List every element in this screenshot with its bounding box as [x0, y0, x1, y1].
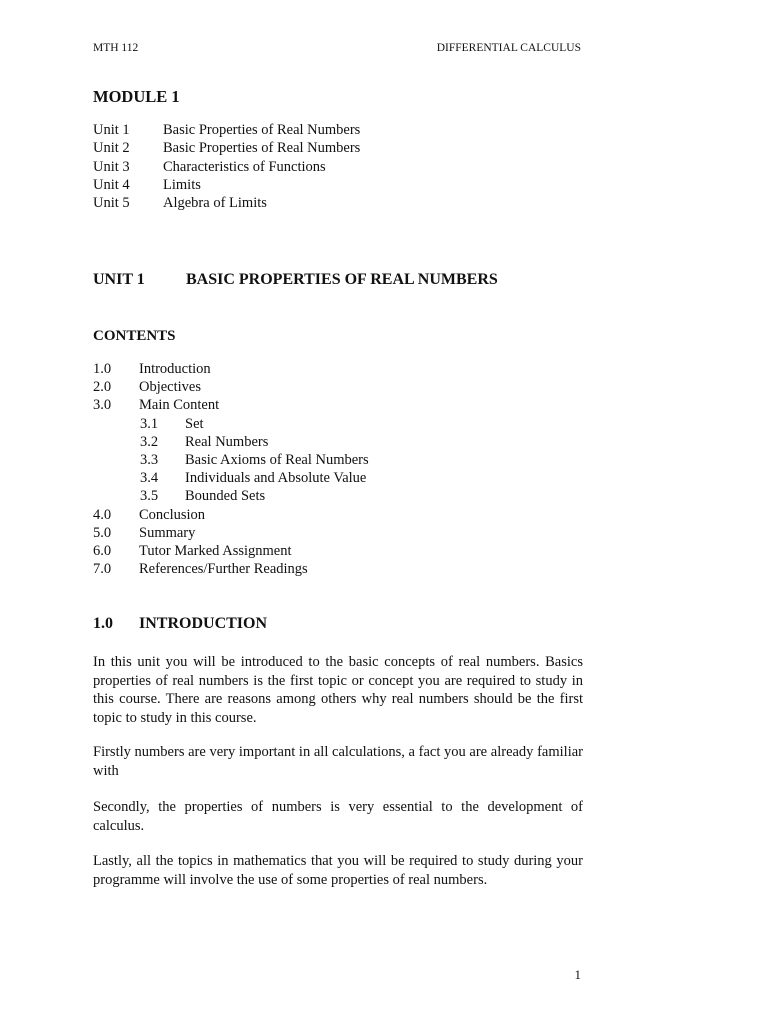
introduction-number: 1.0: [93, 615, 113, 632]
unit-number: Unit 2: [93, 140, 130, 157]
toc-title: Summary: [139, 524, 196, 541]
toc-number: 3.2: [140, 433, 159, 450]
toc-number: 3.0: [93, 397, 112, 414]
toc-number: 3.1: [140, 415, 159, 432]
toc-number: 6.0: [93, 543, 112, 560]
toc-number: 7.0: [93, 561, 112, 578]
unit-list-item: [93, 158, 360, 176]
unit-number: Unit 1: [93, 122, 130, 138]
toc-subitem: [93, 469, 369, 487]
toc-number: 4.0: [93, 506, 112, 523]
toc-number: 3.4: [140, 470, 159, 487]
table-of-contents: [93, 360, 369, 578]
intro-paragraph: Secondly, the properties of numbers is very essential to the development of calculus.: [93, 799, 583, 834]
toc-title: Basic Axioms of Real Numbers: [185, 452, 369, 469]
toc-item: [93, 524, 369, 542]
header-course-title: DIFFERENTIAL CALCULUS: [436, 42, 581, 54]
page-number: 1: [574, 967, 581, 982]
unit-heading-number: UNIT 1: [93, 271, 145, 288]
toc-item: [93, 560, 369, 578]
toc-title: Real Numbers: [185, 433, 269, 450]
toc-title: Set: [185, 415, 204, 432]
toc-subitem: [93, 487, 369, 505]
toc-title: Conclusion: [139, 506, 206, 523]
unit-list-item: [93, 121, 360, 139]
introduction-title: INTRODUCTION: [139, 615, 268, 632]
contents-heading: CONTENTS: [93, 328, 176, 344]
unit-list-item: [93, 176, 360, 194]
toc-title: Individuals and Absolute Value: [185, 470, 367, 487]
toc-title: Introduction: [139, 361, 211, 377]
unit-list-item: [93, 194, 360, 212]
toc-number: 1.0: [93, 361, 112, 377]
toc-item: [93, 396, 369, 414]
unit-title: Algebra of Limits: [163, 195, 267, 212]
toc-title: Objectives: [139, 379, 202, 396]
toc-title: References/Further Readings: [139, 561, 308, 578]
module-title: MODULE 1: [93, 87, 180, 106]
toc-title: Tutor Marked Assignment: [139, 543, 292, 560]
header-course-code: MTH 112: [93, 42, 139, 54]
unit-heading-title: BASIC PROPERTIES OF REAL NUMBERS: [186, 271, 498, 288]
toc-number: 3.3: [140, 452, 159, 469]
unit-title: Basic Properties of Real Numbers: [163, 140, 361, 157]
intro-paragraph: Lastly, all the topics in mathematics that you will be required to study during your programme will involve the use of some properties of real numbers.: [93, 853, 583, 888]
toc-item: [93, 506, 369, 524]
toc-item: [93, 378, 369, 396]
introduction-heading: [93, 615, 267, 633]
intro-paragraph: In this unit you will be introduced to the basic concepts of real numbers. Basics properties of real numbers is the first topic or concept you are required to study in this course. There are reasons among others why real numbers should be the first topic to study in this course.: [93, 654, 583, 726]
toc-number: 3.5: [140, 488, 159, 505]
unit-number: Unit 3: [93, 158, 130, 175]
unit-title: Limits: [163, 176, 201, 193]
toc-subitem: [93, 415, 369, 433]
unit-number: Unit 4: [93, 176, 130, 193]
unit-list-item: [93, 139, 360, 157]
toc-subitem: [93, 451, 369, 469]
unit-number: Unit 5: [93, 195, 130, 212]
unit-heading: [93, 271, 498, 289]
toc-title: Main Content: [139, 397, 220, 414]
toc-title: Bounded Sets: [185, 488, 266, 505]
intro-paragraph: Firstly numbers are very important in all calculations, a fact you are already familiar with: [93, 744, 583, 779]
toc-subitem: [93, 433, 369, 451]
toc-item: [93, 360, 369, 378]
module-unit-list: [93, 121, 360, 212]
unit-title: Characteristics of Functions: [163, 158, 326, 175]
toc-number: 2.0: [93, 379, 112, 396]
unit-title: Basic Properties of Real Numbers: [163, 122, 361, 138]
toc-item: [93, 542, 369, 560]
toc-number: 5.0: [93, 524, 112, 541]
